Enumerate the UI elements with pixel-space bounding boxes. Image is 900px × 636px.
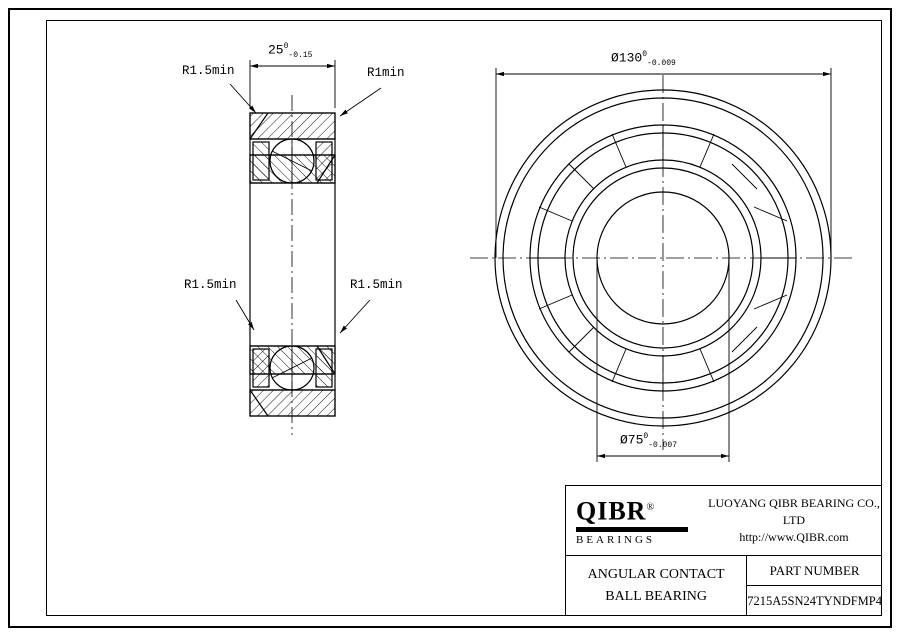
width-dimension — [250, 60, 335, 108]
part-number-value: 7215A5SN24TYNDFMP4 — [747, 593, 882, 608]
logo-subtitle: BEARINGS — [576, 534, 656, 547]
qibr-logo — [566, 495, 706, 547]
od-dimension-text: $Ø130^0_{-0.009}$ — [611, 50, 676, 68]
title-block — [565, 485, 882, 616]
chamfer-note-bottom-left: R1.5min — [184, 278, 237, 292]
product-line-1: ANGULAR CONTACT — [587, 567, 725, 582]
od-dimension — [496, 68, 831, 258]
part-number-cell — [747, 556, 882, 616]
title-block-header — [566, 486, 882, 556]
section-view — [250, 113, 335, 416]
front-view-centerlines — [470, 75, 856, 450]
width-dimension-text: $25^0_{-0.15}$ — [268, 42, 313, 60]
chamfer-note-top-left: R1.5min — [182, 64, 235, 78]
part-number-label: PART NUMBER — [747, 556, 882, 586]
chamfer-note-top-right: R1min — [367, 66, 405, 80]
logo-bar — [576, 527, 688, 532]
product-line-2: BALL BEARING — [605, 589, 707, 604]
company-url[interactable]: http://www.QIBR.com — [739, 530, 849, 544]
title-block-body — [566, 556, 882, 616]
company-info — [706, 495, 882, 546]
bore-dimension-text: $Ø75^0_{-0.007}$ — [620, 432, 678, 450]
product-description — [566, 556, 747, 616]
logo-brand-text: QIBR® — [576, 496, 656, 526]
chamfer-note-bottom-right: R1.5min — [350, 278, 403, 292]
company-name: LUOYANG QIBR BEARING CO., LTD — [708, 496, 880, 527]
